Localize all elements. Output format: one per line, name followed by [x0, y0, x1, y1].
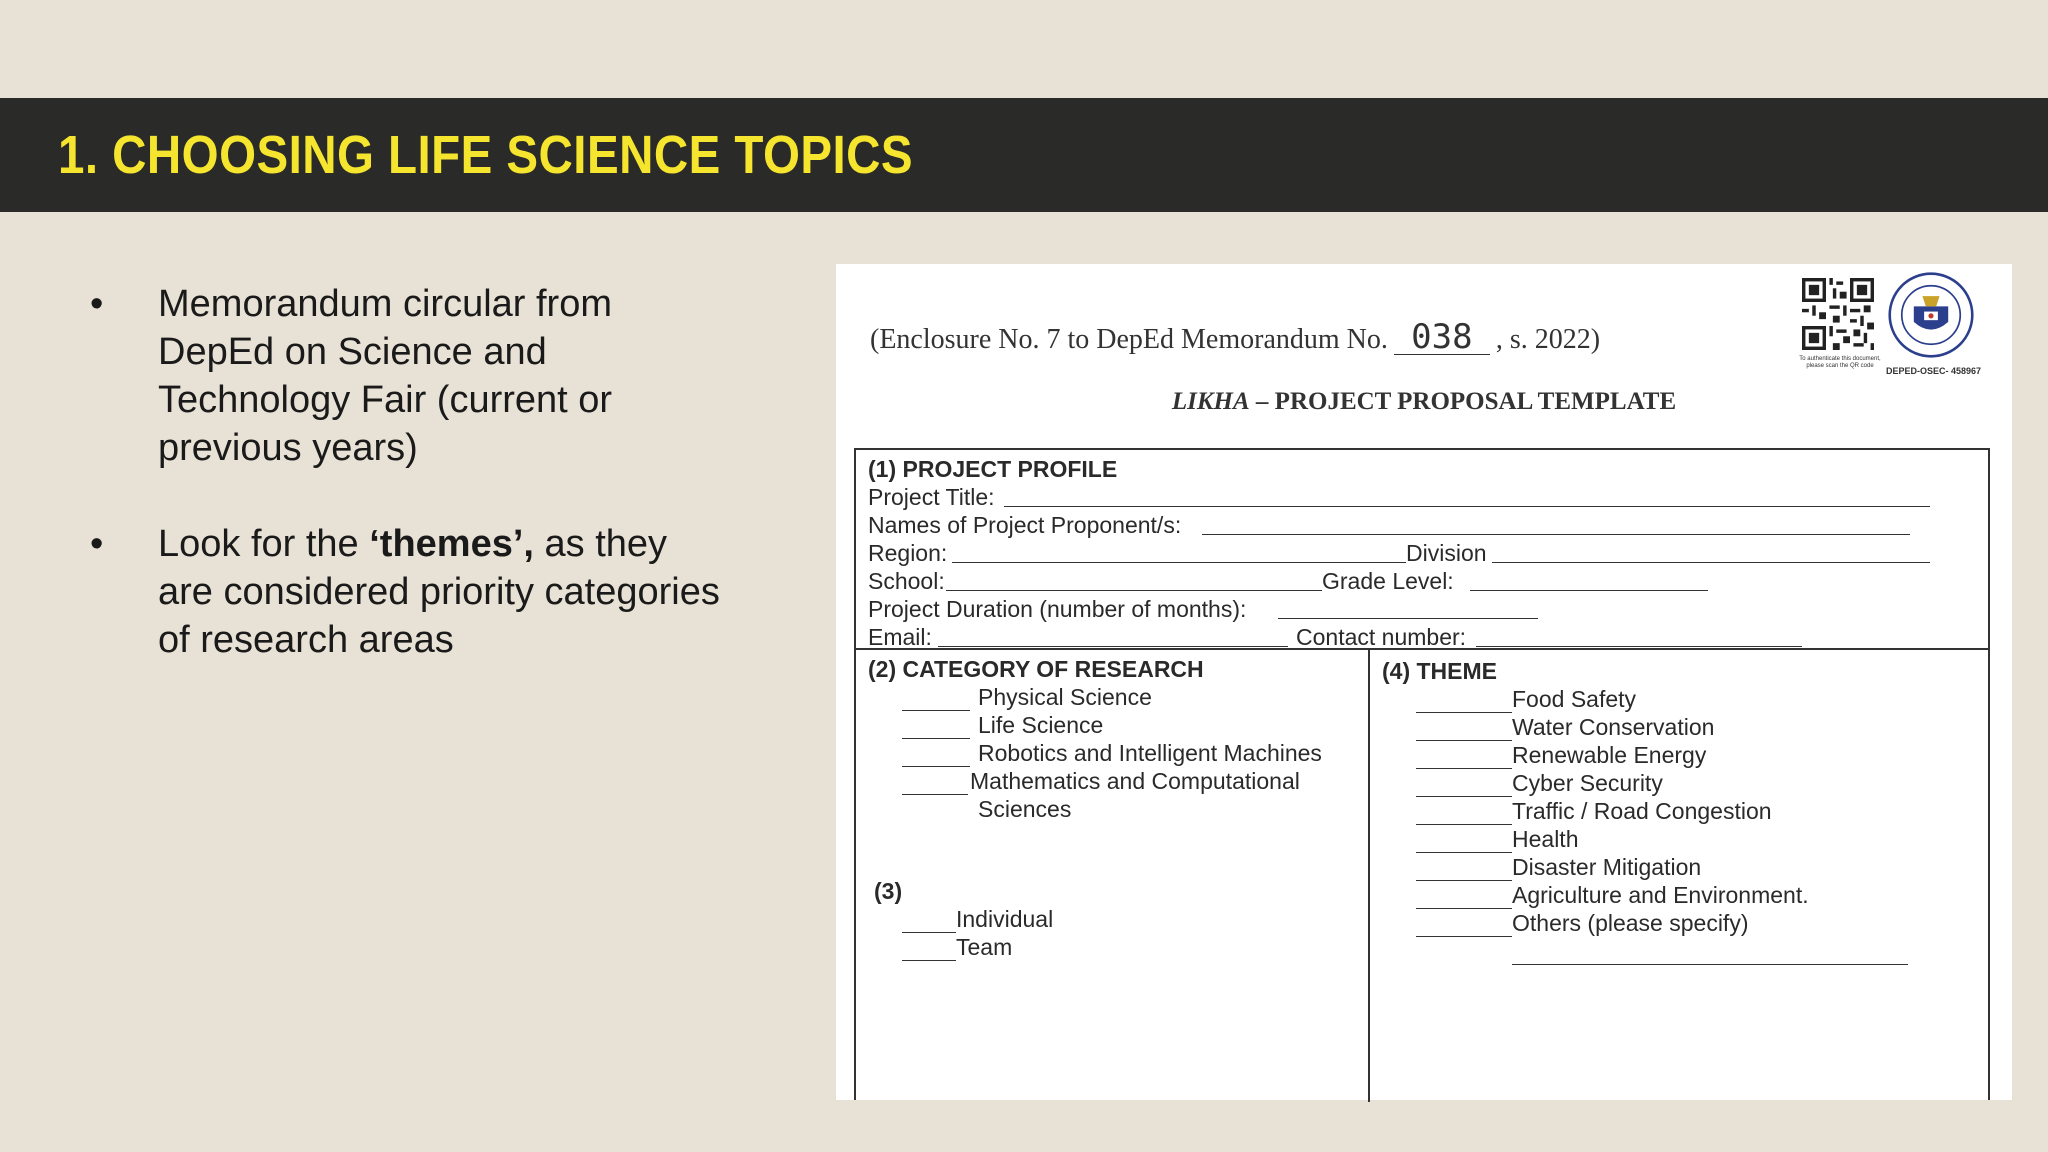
theme-blank [1416, 852, 1512, 853]
participation-blank [902, 960, 956, 961]
bullet-item-themes [90, 520, 730, 664]
memo-number: 038 [1394, 320, 1490, 355]
division-line [1492, 562, 1930, 563]
participation-item: Individual [956, 906, 1054, 932]
bullet-text: Memorandum circular from DepEd on Science and Technology Fair (current or previous years) [158, 283, 613, 469]
proponents-line [1202, 534, 1910, 535]
category-item: Life Science [978, 712, 1104, 738]
contact-line [1476, 646, 1802, 647]
theme-heading: (4) THEME [1382, 658, 1497, 684]
enclosure-prefix: (Enclosure No. 7 to DepEd Memorandum No. [870, 324, 1388, 355]
template-title [836, 388, 2012, 416]
template-title-rest: – PROJECT PROPOSAL TEMPLATE [1249, 388, 1677, 415]
template-title-italic: LIKHA [1171, 388, 1250, 415]
school-line [946, 590, 1322, 591]
proponents-label: Names of Project Proponent/s: [868, 512, 1182, 538]
project-profile-heading: (1) PROJECT PROFILE [868, 456, 1118, 482]
qr-caption: To authenticate this document, please scan the QR code [1799, 356, 1881, 369]
qr-code-icon [1802, 278, 1874, 350]
theme-specify-line [1512, 964, 1908, 965]
theme-item: Water Conservation [1512, 714, 1715, 740]
theme-item: Cyber Security [1512, 770, 1663, 796]
theme-item: Food Safety [1512, 686, 1637, 712]
category-blank [902, 766, 970, 767]
category-blank [902, 710, 970, 711]
duration-label: Project Duration (number of months): [868, 596, 1247, 622]
region-label: Region: [868, 540, 948, 566]
contact-label: Contact number: [1296, 624, 1467, 650]
participation-item: Team [956, 934, 1013, 960]
category-blank [902, 738, 970, 739]
division-label: Division [1406, 540, 1487, 566]
proposal-form [854, 448, 1990, 1100]
theme-item: Agriculture and Environment. [1512, 882, 1809, 908]
participation-heading: (3) [874, 878, 903, 904]
email-line [938, 646, 1288, 647]
category-blank [902, 794, 968, 795]
theme-blank [1416, 880, 1512, 881]
bullet-text-prefix: Look for the [158, 523, 370, 565]
bullet-marker: • [90, 523, 104, 565]
category-item-continued: Sciences [978, 796, 1072, 822]
category-item: Physical Science [978, 684, 1152, 710]
theme-item: Disaster Mitigation [1512, 854, 1702, 880]
grade-level-label: Grade Level: [1322, 568, 1454, 594]
theme-blank [1416, 796, 1512, 797]
theme-blank [1416, 740, 1512, 741]
bullet-text-suffix: as they are considered priority categories of research areas [158, 523, 720, 661]
slide-title: 1. CHOOSING LIFE SCIENCE TOPICS [58, 125, 914, 185]
theme-item: Health [1512, 826, 1579, 852]
theme-blank [1416, 936, 1512, 937]
enclosure-suffix: , s. 2022) [1495, 324, 1601, 355]
category-heading: (2) CATEGORY OF RESEARCH [868, 656, 1204, 682]
email-label: Email: [868, 624, 932, 650]
theme-item: Traffic / Road Congestion [1512, 798, 1772, 824]
deped-seal-icon [1888, 272, 1974, 358]
bullet-list [90, 280, 730, 664]
participation-blank [902, 932, 956, 933]
bullet-item-memorandum [90, 280, 730, 472]
theme-blank [1416, 824, 1512, 825]
bullet-text-bold: ‘themes’, [369, 523, 534, 565]
form-divider-vertical [1368, 648, 1370, 1102]
region-line [952, 562, 1406, 563]
theme-item: Renewable Energy [1512, 742, 1707, 768]
title-bar [0, 98, 2048, 212]
project-title-label: Project Title: [868, 484, 995, 510]
grade-level-line [1470, 590, 1708, 591]
theme-blank [1416, 908, 1512, 909]
category-item: Mathematics and Computational [970, 768, 1300, 794]
project-title-line [1004, 506, 1930, 507]
theme-blank [1416, 712, 1512, 713]
school-label: School: [868, 568, 945, 594]
duration-line [1278, 618, 1538, 619]
theme-blank [1416, 768, 1512, 769]
bullet-marker: • [90, 283, 104, 325]
category-item: Robotics and Intelligent Machines [978, 740, 1322, 766]
enclosure-line [870, 317, 1601, 357]
theme-item: Others (please specify) [1512, 910, 1749, 936]
memorandum-document-image [836, 264, 2012, 1100]
seal-caption: DEPED-OSEC- 458967 [1886, 366, 1982, 376]
